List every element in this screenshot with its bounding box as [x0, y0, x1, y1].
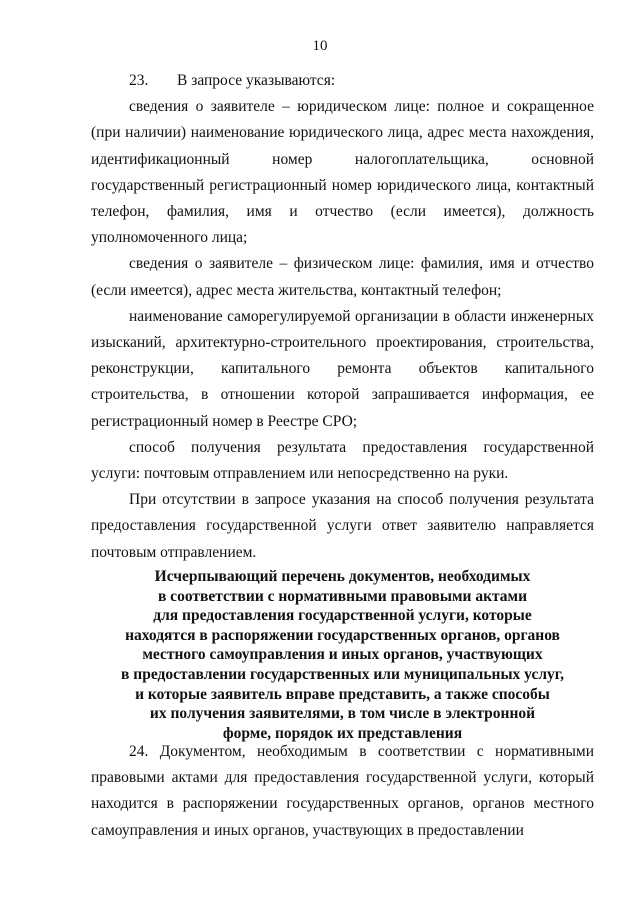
- paragraph-23-intro: [91, 68, 594, 94]
- heading-line: форме, порядок их представления: [222, 724, 463, 742]
- paragraph-text: В запросе указываются:: [177, 72, 336, 89]
- paragraph-default-delivery: При отсутствии в запросе указания на способ получения результата предоставления государственной услуги ответ заявителю направляется почтовым отправлением.: [91, 491, 594, 561]
- page-number: 10: [312, 38, 328, 54]
- heading-line: в предоставлении государственных или муниципальных услуг,: [121, 665, 564, 683]
- paragraph-legal-entity: сведения о заявителе – юридическом лице: полное и сокращенное (при наличии) наименование юридического лица, адрес места нахождения, идентификационный номер налогоплательщика, основной государственный регистрационный номер юридического лица, контактный телефон, фамилия, имя и отчество (если имеется), должность уполномоченного лица;: [91, 98, 594, 247]
- heading-line: местного самоуправления и иных органов, участвующих: [142, 646, 543, 664]
- paragraph-sro-name: наименование саморегулируемой организации в области инженерных изысканий, архитектурно-строительного проектирования, строительства, реконструкции, капитального ремонта объектов капитального строительства, в отношении которой запрашивается информация, ее регистрационный номер в Реестре СРО;: [91, 307, 594, 430]
- heading-line: в соответствии с нормативными правовыми актами: [157, 587, 528, 605]
- heading-line: их получения заявителями, в том числе в электронной: [149, 705, 536, 723]
- section-heading: [91, 567, 594, 743]
- paragraph-24: 24. Документом, необходимым в соответствии с нормативными правовыми актами для предоставления государственной услуги, который находится в распоряжении государственных органов, органов местного самоуправления и иных органов, участвующих в предоставлении: [91, 743, 594, 839]
- paragraph-delivery-method: способ получения результата предоставления государственной услуги: почтовым отправлением или непосредственно на руки.: [91, 438, 594, 483]
- heading-line: находятся в распоряжении государственных органов, органов: [125, 626, 560, 644]
- paragraph-number: 23.: [129, 72, 149, 89]
- heading-line: для предоставления государственной услуги, которые: [153, 607, 532, 625]
- body-text-top: [91, 68, 594, 566]
- heading-line: и которые заявитель вправе представить, а также способы: [135, 685, 550, 703]
- body-text-bottom: [91, 739, 594, 844]
- paragraph-individual: сведения о заявителе – физическом лице: фамилия, имя и отчество (если имеется), адрес места жительства, контактный телефон;: [91, 255, 594, 299]
- heading-line: Исчерпывающий перечень документов, необходимых: [154, 568, 531, 585]
